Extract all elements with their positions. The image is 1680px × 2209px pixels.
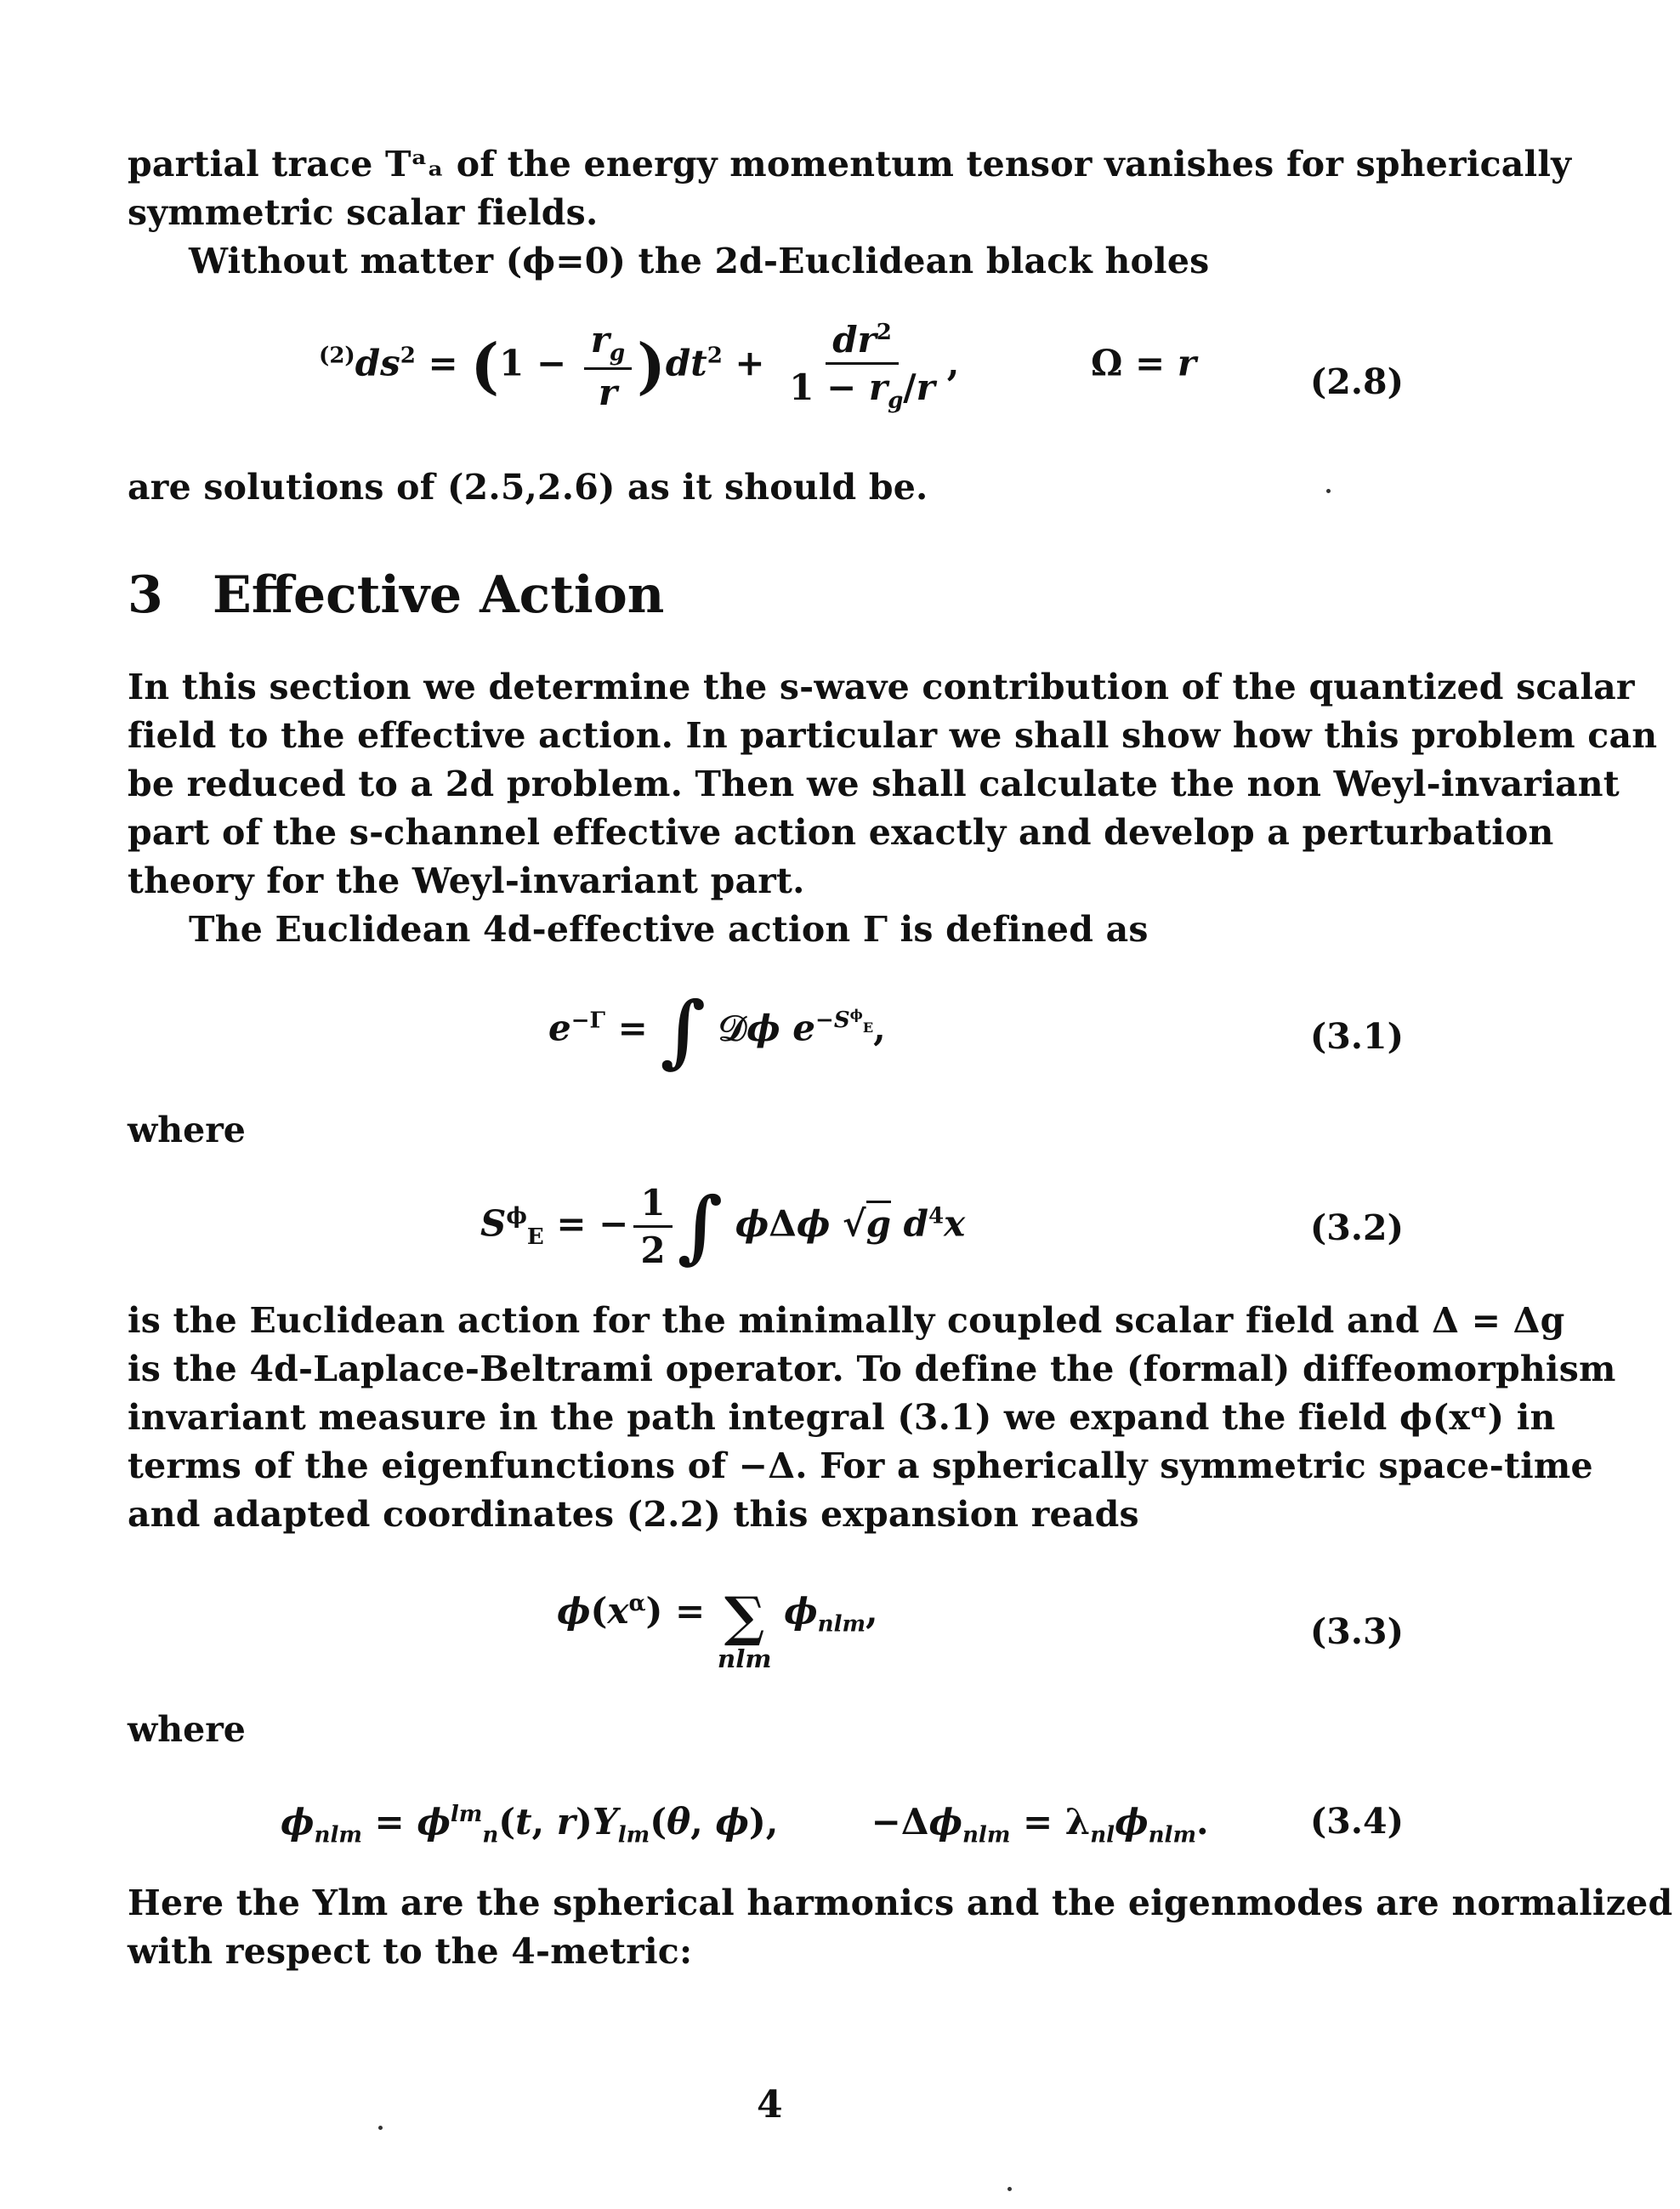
body2-line-1: is the Euclidean action for the minimally coupled scalar field and Δ = Δg [128,1300,1565,1341]
body1-line-1: In this section we determine the s-wave contribution of the quantized scalar [128,667,1635,707]
scan-speck [1326,489,1331,493]
equation-number-2-8: (2.8) [1309,361,1404,402]
body1-line-2: field to the effective action. In particular we shall show how this problem can [128,715,1658,756]
equation-3-2: $S^\phi_E$ = − $\frac{1}{2}$ ∫ ϕΔϕ √g $d^4x$ [480,1179,966,1273]
scan-speck [1007,2187,1012,2191]
where-label-2: where [128,1709,246,1750]
equation-2-8: $^{(2)}ds^2 = (1$ − $\frac{r_g}{r}$ )$dt^2$ + $\frac{dr^2}{1 - r_g/r}$ , Ω = r [319,319,1196,414]
body-paragraph-3 [128,1879,1673,1976]
body1-line-6: The Euclidean 4d-effective action Γ is defined as [189,909,1149,950]
body1-line-3: be reduced to a 2d problem. Then we shall calculate the non Weyl-invariant [128,764,1620,804]
body3-line-1: Here the Ylm are the spherical harmonics and the eigenmodes are normalized [128,1882,1673,1923]
intro-line-3: Without matter (ϕ=0) the 2d-Euclidean black holes [189,241,1210,281]
body2-line-4: terms of the eigenfunctions of −Δ. For a spherically symmetric space-time [128,1445,1593,1486]
page-number: 4 [757,2083,783,2127]
body2-line-3: invariant measure in the path integral (3.1) we expand the field ϕ(xᵅ) in [128,1397,1556,1438]
where-label-1: where [128,1110,246,1150]
scan-speck [378,2126,383,2130]
body2-line-5: and adapted coordinates (2.2) this expansion reads [128,1494,1139,1535]
equation-3-4: $\phi_{nlm} = \phi^{lm}_n(t$, $r)Y_{lm}(\theta$, ϕ), $-\Delta\phi_{nlm} = \lambda_{nl}\phi_{nlm}$. [281,1801,1209,1848]
body3-line-2: with respect to the 4-metric: [128,1931,693,1972]
after-eq-paragraph [128,463,1403,512]
intro-line-1: partial trace Tᵃₐ of the energy momentum tensor vanishes for spherically [128,144,1572,185]
equation-3-3: $\phi(x^\alpha)$ = ∑ nlm $\phi_{nlm}$, [557,1585,878,1673]
body2-line-2: is the 4d-Laplace-Beltrami operator. To define the (formal) diffeomorphism [128,1349,1616,1389]
equation-number-3-2: (3.2) [1309,1207,1404,1248]
equation-3-1: $e^{-\Gamma}$ = ∫ 𝒟ϕ $e^{-S^\phi_E}$, [548,984,886,1076]
equation-number-3-3: (3.3) [1309,1611,1404,1652]
equation-number-3-4: (3.4) [1309,1801,1404,1842]
section-title: Effective Action [213,565,665,625]
section-heading [128,565,664,625]
intro-paragraph [128,140,1572,286]
body-paragraph-1 [128,663,1658,954]
section-number: 3 [128,565,163,625]
intro-line-2: symmetric scalar fields. [128,192,599,233]
body1-line-5: theory for the Weyl-invariant part. [128,860,805,901]
after-eq-line: are solutions of (2.5,2.6) as it should be. [128,467,928,508]
body-paragraph-2 [128,1297,1616,1539]
equation-number-3-1: (3.1) [1309,1016,1404,1057]
body1-line-4: part of the s-channel effective action exactly and develop a perturbation [128,812,1554,853]
